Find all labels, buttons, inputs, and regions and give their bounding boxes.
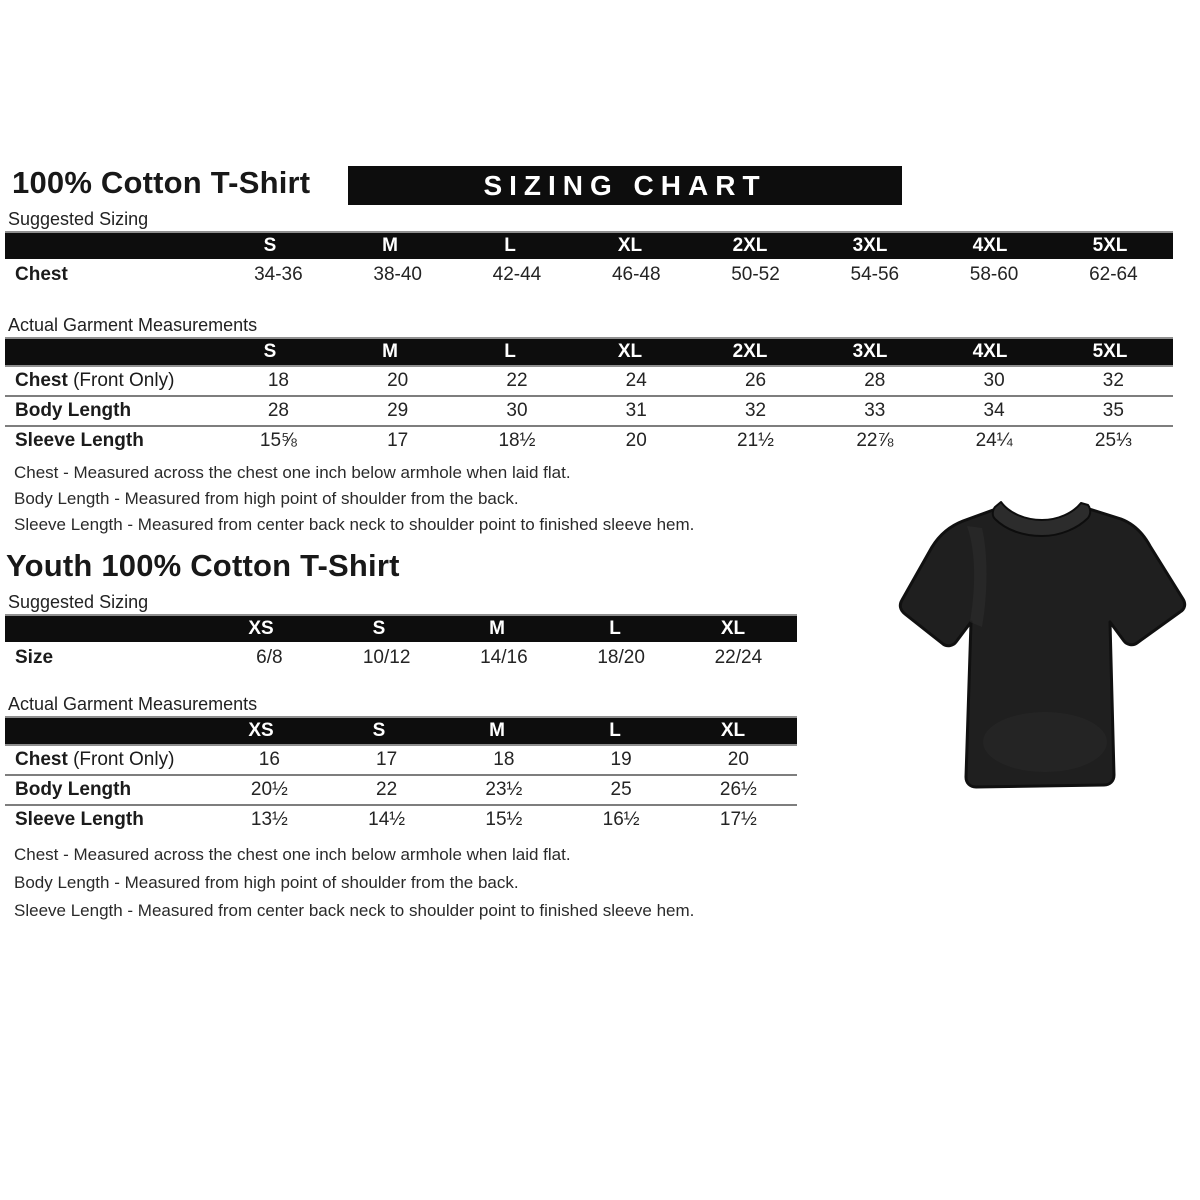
column-header: XL <box>720 720 746 741</box>
cell-value: 22 <box>506 370 528 391</box>
cell-value: 28 <box>267 400 289 421</box>
cell-value: 32 <box>1102 370 1124 391</box>
note-sleeve-length: Sleeve Length - Measured from center back neck to shoulder point to finished sleeve hem. <box>14 901 695 920</box>
row-label <box>5 749 211 771</box>
cell-value: 31 <box>625 400 647 421</box>
row-label <box>5 809 211 831</box>
youth-actual-measurements-label: Actual Garment Measurements <box>8 694 258 714</box>
column-header: L <box>504 235 516 256</box>
column-header: M <box>489 720 505 741</box>
cell-value: 54-56 <box>850 263 900 285</box>
table-row-sleeve-length <box>5 425 1173 455</box>
cell-value: 38-40 <box>373 263 422 285</box>
cell-value: 22 <box>376 779 398 800</box>
cell-value: 16½ <box>602 809 640 830</box>
adult-measurement-notes <box>14 460 694 538</box>
column-header: 5XL <box>1092 341 1128 362</box>
column-header: M <box>382 341 398 362</box>
row-label <box>5 779 211 801</box>
cell-value: 28 <box>864 370 886 391</box>
youth-actual-measurements-table <box>5 716 797 834</box>
row-label <box>5 370 219 392</box>
cell-value: 26 <box>744 370 767 391</box>
column-header: L <box>609 720 621 741</box>
youth-suggested-header-row <box>5 616 797 642</box>
cell-value: 22/24 <box>714 646 763 668</box>
tshirt-silhouette <box>895 490 1193 798</box>
column-header: XL <box>617 341 643 362</box>
youth-measurement-notes <box>14 841 694 925</box>
cell-value: 21½ <box>737 430 775 451</box>
cell-value: 18/20 <box>597 646 645 668</box>
youth-section-title: Youth 100% Cotton T-Shirt <box>6 548 400 583</box>
adult-actual-measurements-table <box>5 337 1173 455</box>
cell-value: 20½ <box>250 779 288 800</box>
column-header: 3XL <box>852 341 888 362</box>
row-label-text: Size <box>15 646 54 668</box>
adult-actual-measurements-label: Actual Garment Measurements <box>8 315 258 335</box>
column-header: 2XL <box>732 341 768 362</box>
note-chest: Chest - Measured across the chest one inch below armhole when laid flat. <box>14 845 571 864</box>
column-header: 3XL <box>852 235 888 256</box>
cell-value: 50-52 <box>731 263 780 285</box>
row-label <box>5 647 211 669</box>
youth-actual-header-row <box>5 718 797 746</box>
cell-value: 24 <box>625 370 647 391</box>
table-row-chest-front-only <box>5 367 1173 395</box>
cell-value: 35 <box>1102 400 1124 421</box>
cell-value: 16 <box>258 749 280 770</box>
tshirt-photo <box>895 490 1193 798</box>
cell-value: 14½ <box>368 809 406 830</box>
row-label-text: Sleeve Length <box>15 809 144 830</box>
cell-value: 42-44 <box>492 263 542 285</box>
cell-value: 20 <box>727 749 749 770</box>
row-label-text: Chest <box>15 370 68 391</box>
cell-value: 62-64 <box>1089 263 1138 285</box>
cell-value: 46-48 <box>611 263 661 285</box>
note-body-length: Body Length - Measured from high point of shoulder from the back. <box>14 489 519 508</box>
column-header: 2XL <box>732 235 768 256</box>
cell-value: 22⅞ <box>856 430 894 451</box>
column-header: XL <box>617 235 643 256</box>
cell-value: 34 <box>983 400 1005 421</box>
cell-value: 15½ <box>485 809 523 830</box>
cell-value: 10/12 <box>362 646 411 668</box>
cell-value: 20 <box>625 430 647 451</box>
row-label-suffix: (Front Only) <box>67 370 175 391</box>
cell-value: 14/16 <box>480 646 528 668</box>
column-header: S <box>263 341 277 362</box>
cell-value: 30 <box>506 400 528 421</box>
column-header: S <box>372 618 386 639</box>
column-header: XS <box>248 618 274 639</box>
cell-value: 34-36 <box>254 263 303 285</box>
row-label <box>5 264 219 286</box>
adult-suggested-header-row <box>5 233 1173 259</box>
sizing-chart-banner-label: SIZING CHART <box>483 170 767 201</box>
cell-value: 25 <box>610 779 632 800</box>
adult-suggested-sizing-label: Suggested Sizing <box>8 209 149 229</box>
cell-value: 33 <box>864 400 886 421</box>
cell-value: 23½ <box>485 779 523 800</box>
adult-actual-header-row <box>5 339 1173 367</box>
row-label-text: Chest <box>15 263 68 285</box>
column-header: M <box>382 235 398 256</box>
cell-value: 26½ <box>719 779 757 800</box>
cell-value: 29 <box>387 400 409 421</box>
youth-suggested-sizing-table <box>5 614 797 673</box>
cell-value: 30 <box>983 370 1005 391</box>
cell-value: 17 <box>376 749 398 770</box>
cell-value: 6/8 <box>256 646 283 668</box>
row-label-text: Sleeve Length <box>15 430 144 451</box>
page-title: 100% Cotton T-Shirt <box>12 165 311 200</box>
sizing-chart-banner <box>348 166 902 205</box>
cell-value: 19 <box>610 749 632 770</box>
table-row-chest-front-only <box>5 746 797 774</box>
cell-value: 58-60 <box>969 263 1019 285</box>
column-header: 4XL <box>972 235 1008 256</box>
column-header: XS <box>248 720 274 741</box>
note-sleeve-length: Sleeve Length - Measured from center back neck to shoulder point to finished sleeve hem. <box>14 515 695 534</box>
cell-value: 15⅝ <box>259 430 297 451</box>
column-header: 5XL <box>1092 235 1128 256</box>
cell-value: 32 <box>744 400 767 421</box>
cell-value: 17½ <box>719 809 757 830</box>
table-row-size <box>5 642 797 673</box>
row-label <box>5 430 219 452</box>
column-header: XL <box>720 618 746 639</box>
cell-value: 13½ <box>250 809 288 830</box>
table-row-sleeve-length <box>5 804 797 834</box>
cell-value: 18½ <box>498 430 536 451</box>
cell-value: 24¼ <box>975 430 1013 451</box>
cell-value: 25⅓ <box>1094 430 1132 451</box>
row-label-text: Body Length <box>15 400 132 421</box>
column-header: L <box>609 618 621 639</box>
column-header: S <box>263 235 277 256</box>
adult-suggested-sizing-table <box>5 231 1173 290</box>
youth-suggested-sizing-label: Suggested Sizing <box>8 592 149 612</box>
row-label-text: Chest <box>15 749 68 770</box>
note-chest: Chest - Measured across the chest one inch below armhole when laid flat. <box>14 463 571 482</box>
column-header: M <box>489 618 505 639</box>
column-header: L <box>504 341 516 362</box>
table-row-body-length <box>5 774 797 804</box>
cell-value: 20 <box>387 370 409 391</box>
table-row-chest <box>5 259 1173 290</box>
cell-value: 17 <box>387 430 409 451</box>
cell-value: 18 <box>267 370 289 391</box>
column-header: 4XL <box>972 341 1008 362</box>
table-row-body-length <box>5 395 1173 425</box>
cell-value: 18 <box>493 749 515 770</box>
note-body-length: Body Length - Measured from high point of shoulder from the back. <box>14 873 519 892</box>
row-label-suffix: (Front Only) <box>67 749 175 770</box>
column-header: S <box>372 720 386 741</box>
row-label <box>5 400 219 422</box>
row-label-text: Body Length <box>15 779 132 800</box>
tshirt-shade-bottom <box>983 712 1107 772</box>
